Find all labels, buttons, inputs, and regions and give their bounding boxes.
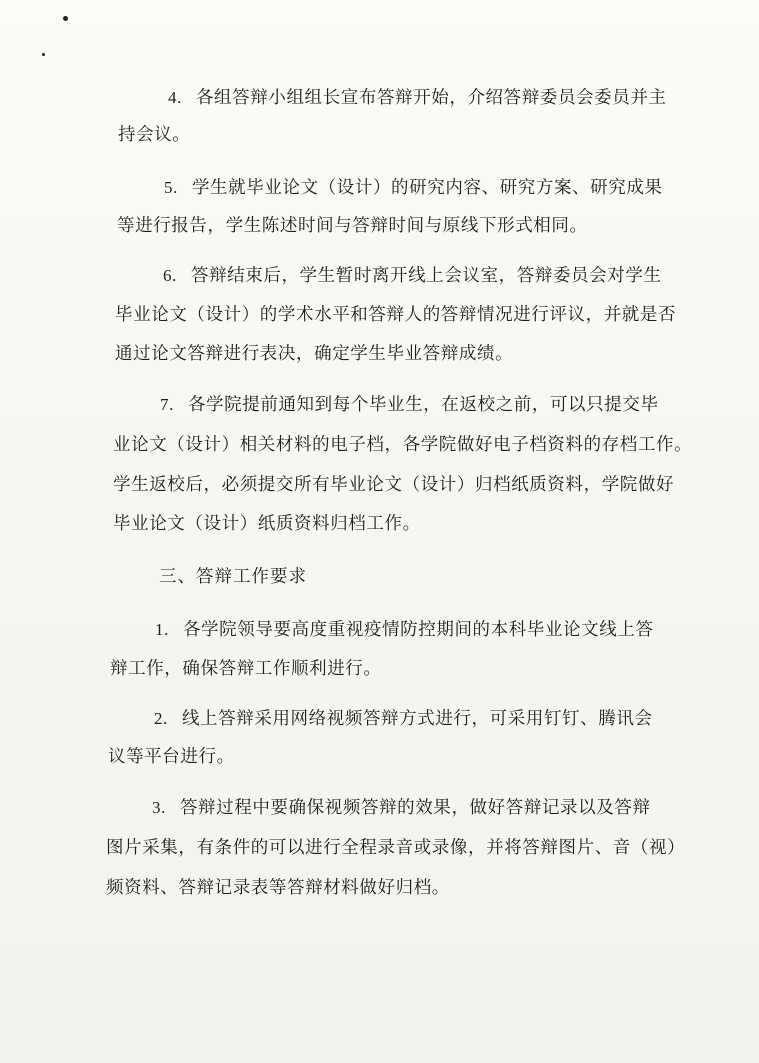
item-5-line-2: 等进行报告，学生陈述时间与答辩时间与原线下形式相同。 [117,216,588,236]
req-item-3-line-3: 频资料、答辩记录表等答辩材料做好归档。 [106,878,450,898]
req-item-2-line-2: 议等平台进行。 [108,747,235,767]
item-7-line-3: 学生返校后，必须提交所有毕业论文（设计）归档纸质资料，学院做好 [113,475,675,495]
item-6-line-2: 毕业论文（设计）的学术水平和答辩人的答辩情况进行评议，并就是否 [115,305,677,325]
req-item-3-line-2: 图片采集，有条件的可以进行全程录音或录像，并将答辩图片、音（视） [106,838,686,858]
scan-speck [42,53,45,56]
item-7-line-4: 毕业论文（设计）纸质资料归档工作。 [113,514,421,534]
item-4-line-1: 4. 各组答辩小组组长宣布答辩开始，介绍答辩委员会委员并主 [168,88,667,108]
item-6-line-3: 通过论文答辩进行表决，确定学生毕业答辩成绩。 [115,344,514,364]
item-number: 6. [163,266,177,285]
req-item-1-line-1: 1. 各学院领导要高度重视疫情防控期间的本科毕业论文线上答 [155,620,654,640]
req-item-2-line-1: 2. 线上答辩采用网络视频答辩方式进行，可采用钉钉、腾讯会 [154,709,653,729]
item-number: 3. [152,798,166,817]
item-number: 7. [160,395,174,414]
item-5-line-1: 5. 学生就毕业论文（设计）的研究内容、研究方案、研究成果 [164,178,663,198]
item-6-line-1: 6. 答辩结束后，学生暂时离开线上会议室，答辩委员会对学生 [163,266,662,286]
section-heading: 三、答辩工作要求 [159,567,307,587]
item-number: 4. [168,88,182,107]
req-item-1-line-2: 辩工作，确保答辩工作顺利进行。 [110,659,382,679]
item-number: 1. [155,620,169,639]
item-number: 5. [164,178,178,197]
item-number: 2. [154,709,168,728]
req-item-3-line-1: 3. 答辩过程中要确保视频答辩的效果，做好答辩记录以及答辩 [152,798,651,818]
item-7-line-1: 7. 各学院提前通知到每个毕业生，在返校之前，可以只提交毕 [160,395,659,415]
item-7-line-2: 业论文（设计）相关材料的电子档，各学院做好电子档资料的存档工作。 [113,435,693,455]
item-4-line-2: 持会议。 [118,125,191,145]
scan-speck [63,16,68,21]
